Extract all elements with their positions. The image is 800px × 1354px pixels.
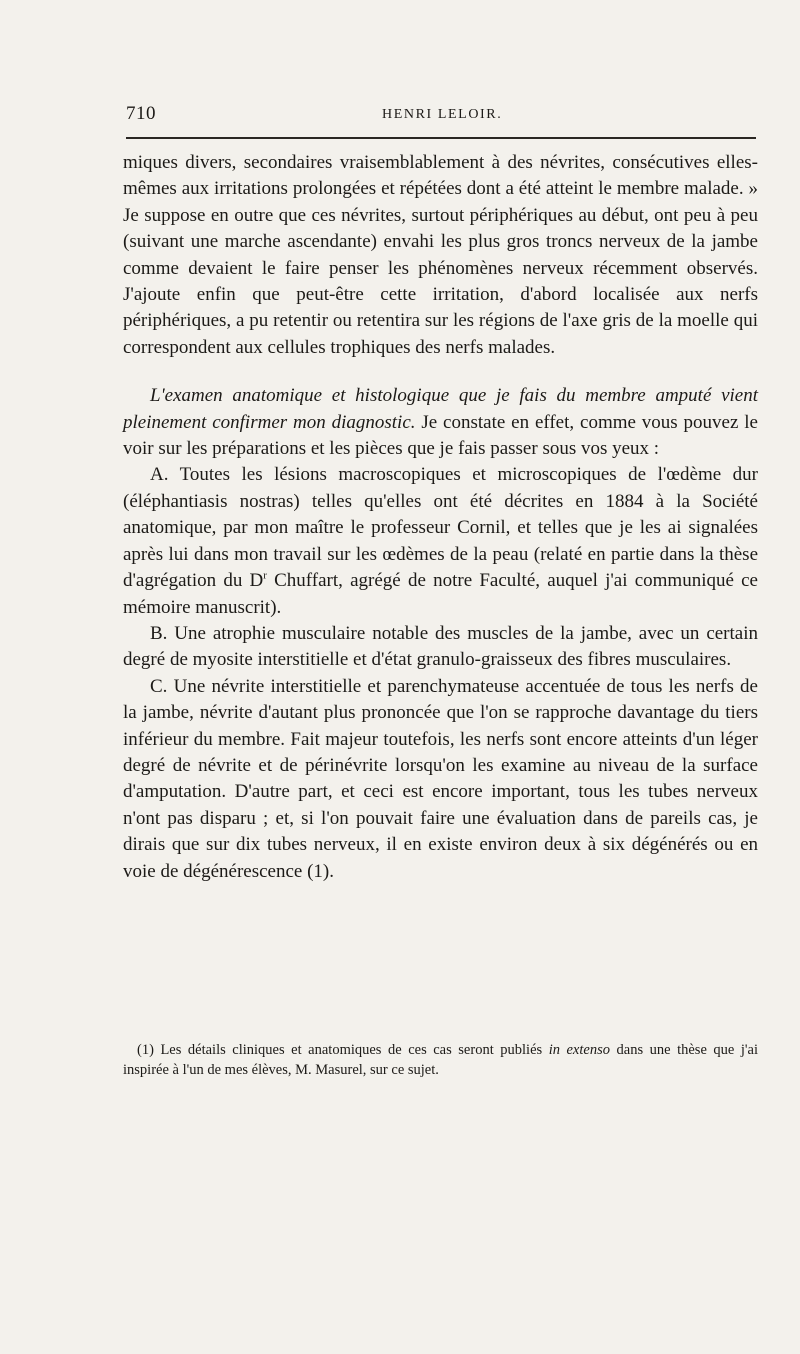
paragraph-examination [123,383,758,462]
header-rule [126,137,756,139]
item-a-text: A. Toutes les lésions macroscopiques et microscopiques de l'œdème dur (éléphantiasis nostras) telles qu'elles ont été décrites en 1884 à la Société anatomique, par mon maître le professeur Cornil, et telles que je les ai signalées après lui dans mon travail sur les œdèmes de la peau (relaté en partie dans la thèse d'agrégation du D [123,464,758,592]
paragraph-item-b: B. Une atrophie musculaire notable des muscles de la jambe, avec un certain degré de myosite interstitielle et d'état granulo-graisseux des fibres musculaires. [123,622,758,671]
paragraph-examination-rest: Je constate en effet, comme vous pouvez le voir sur les préparations et les pièces que je fais passer sous vos yeux : [123,411,758,460]
footnote-end: dans une thèse que j'ai inspirée à l'un de mes élèves, M. Masurel, sur ce sujet. [123,1042,758,1078]
paragraph-item-c: C. Une névrite interstitielle et parenchymateuse accentuée de tous les nerfs de la jambe, névrite d'autant plus prononcée que l'on se rapproche davantage du tiers inférieur du membre. Fait majeur toutefois, les nerfs sont encore atteints d'un léger degré de névrite et de périnévrite lorsqu'on les examine au niveau de la surface d'amputation. D'autre part, et ceci est encore important, tous les tubes nerveux n'ont pas disparu ; et, si l'on pouvait faire une évaluation dans de pareils cas, je dirais que sur dix tubes nerveux, il en existe environ deux à six dégénérés ou en voie de dégénérescence (1). [123,675,758,882]
page-number: 710 [126,103,156,124]
italic-statement: L'examen anatomique et histologique que je fais du membre amputé vient pleinement confirmer mon diagnostic. [123,385,758,433]
item-a-text-end: Chuffart, agrégé de notre Faculté, auquel j'ai communiqué ce mémoire manuscrit). [123,570,758,618]
footnote [123,1040,758,1080]
footnote-text [123,1040,758,1080]
footnote-start: (1) Les détails cliniques et anatomiques de ces cas seront publiés [137,1042,549,1058]
running-head [126,103,756,129]
paragraph-continuation: miques divers, secondaires vraisemblablement à des névrites, consécutives elles-mêmes aux irritations prolongées et répétées dont a été atteint le membre malade. » Je suppose en outre que ces névrites, surtout périphériques au début, ont peu à peu (suivant une marche ascendante) envahi les plus gros troncs nerveux de la jambe comme devaient le faire penser les phénomènes nerveux récemment observés. J'ajoute enfin que peut-être cette irritation, d'abord localisée aux nerfs périphériques, a pu retentir ou retentira sur les régions de l'axe gris de la moelle qui correspondent aux cellules trophiques des nerfs malades. [123,152,758,358]
paragraph-item-a [123,462,758,620]
item-a-superscript: r [263,569,267,582]
footnote-italic: in extenso [548,1042,610,1058]
running-title: HENRI LELOIR. [382,107,503,122]
body-text [123,150,758,885]
